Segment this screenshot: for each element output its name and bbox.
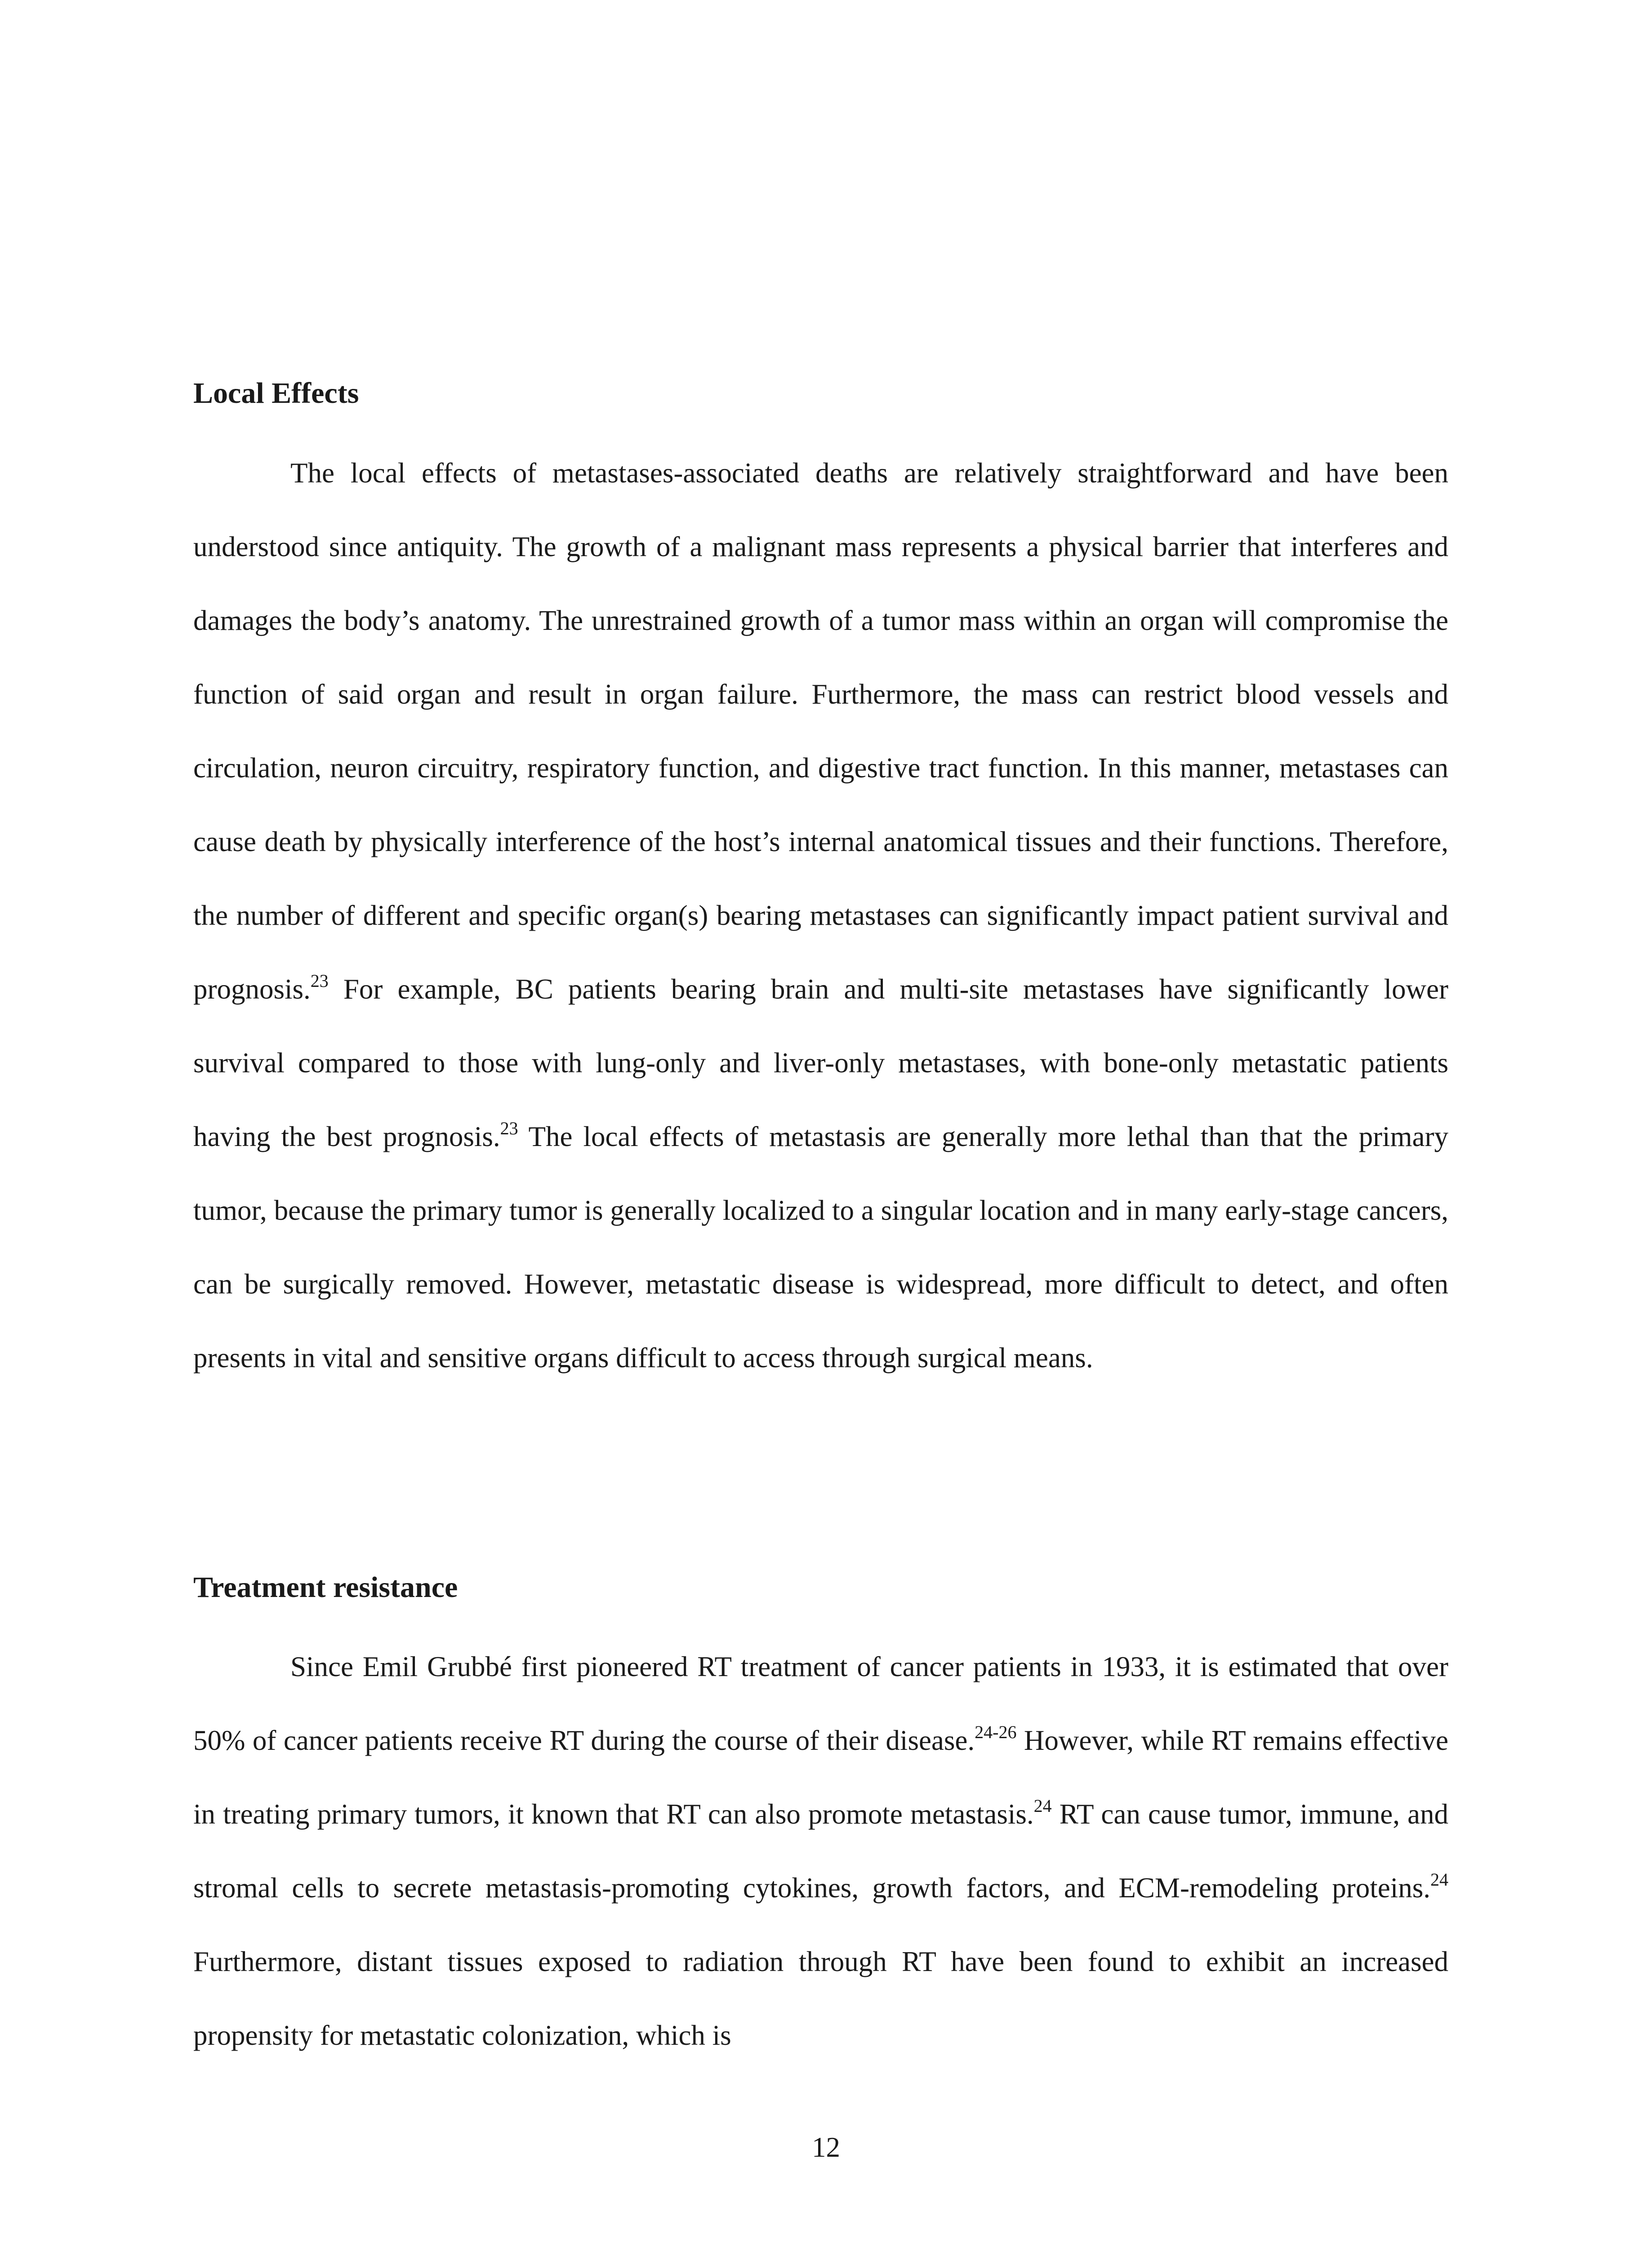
citation-superscript: 24-26: [975, 1722, 1017, 1742]
citation-superscript: 23: [500, 1118, 518, 1138]
section-heading-local-effects: Local Effects: [193, 377, 359, 410]
text-segment: For example, BC patients bearing brain and multi-site metastases have significantly lower survival compared to those with lung-only and liver-only metastases, with bone-only metastatic patients having the best prognosis.: [193, 973, 1448, 1152]
text-segment: The local effects of metastases-associated deaths are relatively straightforward and have been understood since antiquity. The growth of a malignant mass represents a physical barrier that interferes and damages the body’s anatomy. The unrestrained growth of a tumor mass within an organ will compromise the function of said organ and result in organ failure. Furthermore, the mass can restrict blood vessels and circulation, neuron circuitry, respiratory function, and digestive tract function. In this manner, metastases can cause death by physically interference of the host’s internal anatomical tissues and their functions. Therefore, the number of different and specific organ(s) bearing metastases can significantly impact patient survival and prognosis.: [193, 457, 1448, 1005]
page-number: 12: [812, 2132, 840, 2163]
citation-superscript: 24: [1033, 1796, 1052, 1816]
text-segment: RT can cause tumor, immune, and stromal cells to secrete metastasis-promoting cytokines, growth factors, and ECM-remodeling proteins.: [193, 1798, 1448, 1904]
text-segment: The local effects of metastasis are generally more lethal than that the primary tumor, because the primary tumor is generally localized to a singular location and in many early-stage cancers, can be surgically removed. However, metastatic disease is widespread, more difficult to detect, and often presents in vital and sensitive organs difficult to access through surgical means.: [193, 1121, 1448, 1374]
section-heading-treatment-resistance: Treatment resistance: [193, 1571, 458, 1604]
citation-superscript: 23: [310, 971, 329, 991]
text-segment: Since Emil Grubbé first pioneered RT treatment of cancer patients in 1933, it is estimated that over 50% of cancer patients receive RT during the course of their disease.: [193, 1651, 1448, 1756]
paragraph-treatment-resistance: [193, 1630, 1448, 2072]
paragraph-local-effects: [193, 436, 1448, 1395]
text-segment: However, while RT remains effective in treating primary tumors, it known that RT can also promote metastasis.: [193, 1725, 1448, 1830]
text-segment: Furthermore, distant tissues exposed to radiation through RT have been found to exhibit an increased propensity for metastatic colonization, which is: [193, 1946, 1448, 2051]
citation-superscript: 24: [1430, 1869, 1448, 1890]
